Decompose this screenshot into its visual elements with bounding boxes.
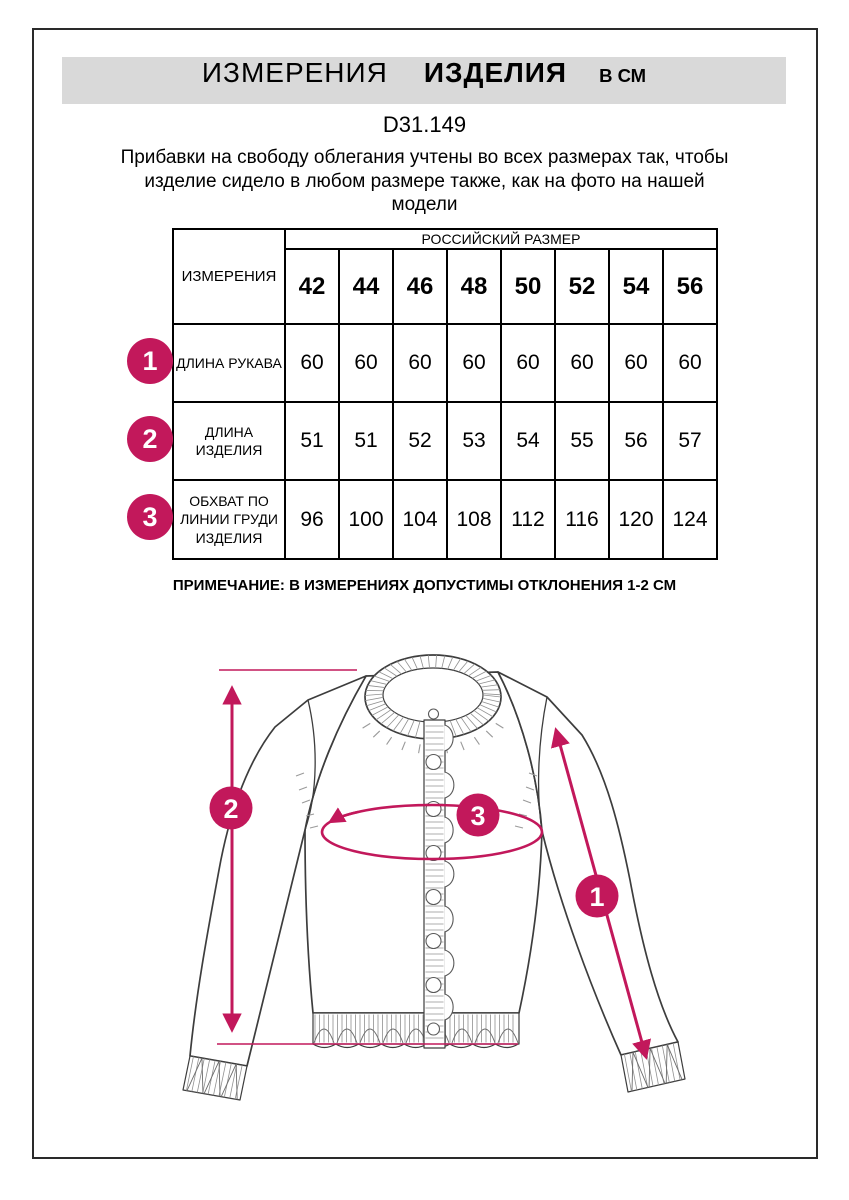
measurement-value-cell: 55 bbox=[555, 402, 609, 480]
measurement-value-cell: 104 bbox=[393, 480, 447, 559]
measurement-value-cell: 56 bbox=[609, 402, 663, 480]
measurement-value-cell: 124 bbox=[663, 480, 717, 559]
title-unit: В СМ bbox=[599, 65, 647, 86]
size-col-header: 50 bbox=[501, 249, 555, 324]
measurement-value-cell: 51 bbox=[339, 402, 393, 480]
measurement-value-cell: 108 bbox=[447, 480, 501, 559]
size-col-header: 52 bbox=[555, 249, 609, 324]
hem-ruffle-band bbox=[313, 1013, 519, 1048]
measurement-value-cell: 60 bbox=[339, 324, 393, 402]
size-col-header: 56 bbox=[663, 249, 717, 324]
size-col-header: 54 bbox=[609, 249, 663, 324]
tolerance-note: ПРИМЕЧАНИЕ: В ИЗМЕРЕНИЯХ ДОПУСТИМЫ ОТКЛОНЕНИЯ 1-2 СМ bbox=[172, 577, 677, 594]
size-col-header: 44 bbox=[339, 249, 393, 324]
row-badge-3: 3 bbox=[127, 494, 173, 540]
size-col-header: 48 bbox=[447, 249, 501, 324]
description-line: модели bbox=[391, 194, 458, 215]
diagram-badge-length bbox=[210, 787, 253, 830]
cardigan-drawing bbox=[183, 655, 685, 1100]
table-row bbox=[173, 324, 717, 402]
measurement-value-cell: 52 bbox=[393, 402, 447, 480]
measurement-value-cell: 54 bbox=[501, 402, 555, 480]
row-badge-1: 1 bbox=[127, 338, 173, 384]
row-badge-2: 2 bbox=[127, 416, 173, 462]
title-bar bbox=[62, 57, 786, 104]
measurement-value-cell: 60 bbox=[393, 324, 447, 402]
measurement-value-cell: 60 bbox=[555, 324, 609, 402]
size-group-header: РОССИЙСКИЙ РАЗМЕР bbox=[285, 229, 717, 249]
measurement-value-cell: 112 bbox=[501, 480, 555, 559]
diagram-badge-chest bbox=[457, 794, 500, 837]
measurement-value-cell: 120 bbox=[609, 480, 663, 559]
description-line: изделие сидело в любом размере также, как на фото на нашей bbox=[144, 170, 705, 192]
measure-col-header: ИЗМЕРЕНИЯ bbox=[173, 229, 285, 324]
measurement-value-cell: 53 bbox=[447, 402, 501, 480]
measurement-value-cell: 60 bbox=[663, 324, 717, 402]
size-col-header: 42 bbox=[285, 249, 339, 324]
table-row bbox=[173, 480, 717, 559]
measurement-value-cell: 60 bbox=[447, 324, 501, 402]
measurement-row-label: ОБХВАТ ПО ЛИНИИ ГРУДИ ИЗДЕЛИЯ bbox=[173, 480, 285, 559]
measurement-value-cell: 96 bbox=[285, 480, 339, 559]
measurement-value-cell: 60 bbox=[609, 324, 663, 402]
svg-text:1: 1 bbox=[589, 882, 605, 912]
measurement-value-cell: 57 bbox=[663, 402, 717, 480]
garment-diagram bbox=[150, 640, 720, 1120]
measurement-row-label: ДЛИНА ИЗДЕЛИЯ bbox=[173, 402, 285, 480]
svg-text:2: 2 bbox=[223, 794, 239, 824]
cuff-rib-hatch bbox=[186, 1043, 682, 1099]
measurement-value-cell: 116 bbox=[555, 480, 609, 559]
table-row bbox=[173, 402, 717, 480]
measurement-value-cell: 60 bbox=[285, 324, 339, 402]
measurement-value-cell: 51 bbox=[285, 402, 339, 480]
fit-description bbox=[0, 146, 849, 217]
measurement-value-cell: 60 bbox=[501, 324, 555, 402]
size-table bbox=[172, 228, 718, 560]
title-product-word: ИЗДЕЛИЯ bbox=[423, 57, 568, 88]
measurement-value-cell: 100 bbox=[339, 480, 393, 559]
diagram-badge-sleeve bbox=[576, 875, 619, 918]
measurement-row-label: ДЛИНА РУКАВА bbox=[173, 324, 285, 402]
size-col-header: 46 bbox=[393, 249, 447, 324]
description-line: Прибавки на свободу облегания учтены во всех размерах так, чтобы bbox=[120, 147, 729, 168]
svg-text:3: 3 bbox=[470, 801, 486, 831]
product-code: D31.149 bbox=[382, 112, 467, 137]
title-main: ИЗМЕРЕНИЯ bbox=[201, 57, 388, 88]
